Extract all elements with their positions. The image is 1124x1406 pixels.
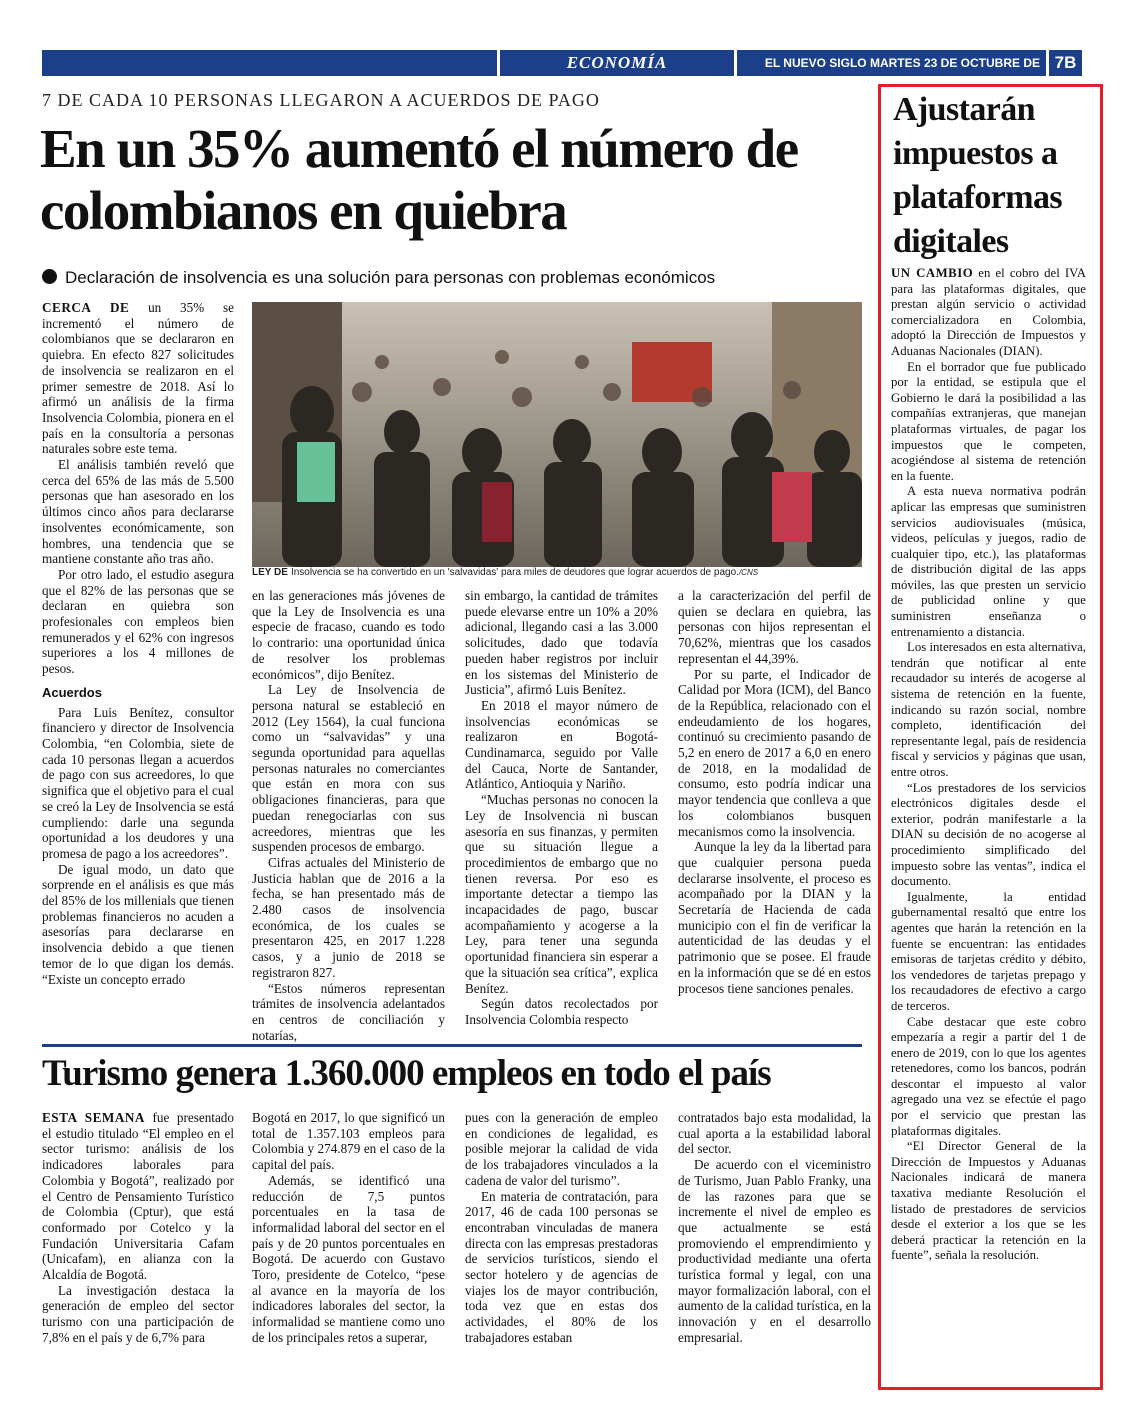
- paragraph: En el borrador que fue publicado por la entidad, se estipula que el Gobierno le dará la posibilidad a las compañías extranjeras, que manejan plataformas virtuales, de pagar los impuestos que le competen, acogiéndose al sistema de retención en la fuente.: [891, 359, 1086, 483]
- paragraph: Según datos recolectados por Insolvencia Colombia respecto: [465, 996, 658, 1027]
- paragraph-text: un 35% se incrementó el número de colombianos que se declararon en quiebra. En efecto 827 solicitudes de insolvencia se realizaron en el primer semestre de 2018. Así lo afirmó un análisis de la firma Insolvencia Colombia, pionera en el país en la consultoría a personas naturales sobre este tema.: [42, 300, 234, 457]
- paragraph: De acuerdo con el viceministro de Turismo, Juan Pablo Franky, una de las razones para que se incremente el nivel de empleo es que actualmente se está promoviendo el emprendimiento y productividad mediante una oferta turística formal y legal, con una mayor formalización laboral, con el aumento de la calidad turística, en la innovación y en el desarrollo empresarial.: [678, 1157, 871, 1345]
- article-column-3: [465, 588, 658, 1028]
- article-kicker: 7 DE CADA 10 PERSONAS LLEGARON A ACUERDOS DE PAGO: [42, 90, 600, 110]
- caption-lead: LEY DE: [252, 567, 288, 578]
- photo-credit: /CNS: [738, 568, 759, 577]
- paragraph: A esta nueva normativa podrán aplicar las empresas que suministren servicios audiovisuales (música, videos, películas y juegos, radio de cualquier tipo, etc.), las plataformas de distribución digital de las apps móviles, las que presten un servicio de publicidad online y que suministren enseñanza o entrenamiento a distancia.: [891, 484, 1086, 639]
- section-header-bar: [42, 50, 1082, 96]
- paragraph-text: en el cobro del IVA para las plataformas digitales, que prestan algún servicio o actividad comercializadora en Colombia, adoptó la Dirección de Impuestos y Aduanas Nacionales (DIAN).: [891, 266, 1086, 358]
- paragraph: Por otro lado, el estudio asegura que el 82% de las personas que se declaran en quiebra son profesionales con empleos bien remunerados y el 62% con ingresos superiores a los 4 millones de pesos.: [42, 566, 234, 677]
- article-column-2: [252, 588, 445, 1043]
- paragraph: Además, se identificó una reducción de 7,5 puntos porcentuales en la tasa de informalidad laboral del sector en el país y de 20 puntos porcentuales en Bogotá. De acuerdo con Gustavo Toro, presidente de Cotelco, “pese al avance en la mayoría de los indicadores laborales del sector, la informalidad se mantiene como uno de los principales retos a superar,: [252, 1172, 445, 1345]
- lead-in: CERCA DE: [42, 300, 130, 315]
- article-headline: En un 35% aumentó el número de colombianos en quiebra: [40, 118, 798, 241]
- lead-in: UN CAMBIO: [891, 266, 974, 280]
- paragraph: El análisis también reveló que cerca del 65% de las más de 5.500 personas que han asesorado en los últimos cinco años para declararse insolventes económicamente, son hombres, una tendencia que se mantiene constante año tras año.: [42, 457, 234, 567]
- page-number: 7B: [1046, 50, 1082, 76]
- paragraph: La Ley de Insolvencia de persona natural se estableció en 2012 (Ley 1564), la cual funciona como un “salvavidas” y una segunda oportunidad para aquellas personas naturales no comerciantes que están en mora con sus obligaciones financieras, para que puedan renegociarlas con sus acreedores, mientras que les suspenden procesos de embargo.: [252, 682, 445, 855]
- section-subhead: Acuerdos: [42, 684, 102, 700]
- paragraph: Por su parte, el Indicador de Calidad por Mora (ICM), del Banco de la República, relacionado con el endeudamiento de los hogares, continuó su crecimiento pasando de 5,2 en enero de 2017 a 6,0 en enero de 2018, en la modalidad de consumo, esto podría indicar una mayor tendencia que conlleva a que los colombianos busquen mecanismos como la insolvencia.: [678, 666, 871, 839]
- tourism-column-2: [252, 1110, 445, 1346]
- paragraph: Los interesados en esta alternativa, tendrán que notificar al ente recaudador su interés de acogerse al sistema de retención en la fuente, indicando su razón social, nombre completo, identificación del representante legal, país de residencia fiscal y servicios y páginas que usan, entre otros.: [891, 640, 1086, 779]
- paragraph: De igual modo, un dato que sorprende en el análisis es que más del 85% de los millenials que tienen problemas financieros no acuden a asesorías para declararse en insolvencia debido a que tienen temor de lo que digan los demás. “Existe un concepto errado: [42, 861, 234, 987]
- paragraph: [891, 266, 1086, 360]
- paragraph: sin embargo, la cantidad de trámites puede elevarse entre un 10% a 20% adicional, llegando casi a las 3.000 solicitudes, dado que todavía pueden haber registros por incluir en los sistemas del Ministerio de Justicia”, afirmó Luis Benítez.: [465, 588, 658, 698]
- photo-caption: [252, 567, 862, 578]
- crowd-photo-illustration: [252, 302, 862, 567]
- tourism-column-1: [42, 1110, 234, 1346]
- paragraph: pues con la generación de empleo en condiciones de legalidad, es posible mejorar la calidad de vida de los trabajadores vinculados a la cadena de valor del turismo”.: [465, 1110, 658, 1188]
- paragraph: “Estos números representan trámites de insolvencia adelantados en centros de conciliación y notarías,: [252, 980, 445, 1043]
- sidebar-headline: Ajustarán impuestos a plataformas digitales: [893, 91, 1063, 260]
- article-column-1: [42, 300, 234, 987]
- caption-text: Insolvencia se ha convertido en un 'salvavidas' para miles de deudores que lograr acuerdos de pago.: [290, 567, 739, 578]
- paragraph: [42, 300, 234, 457]
- divider-rule: [42, 1044, 862, 1047]
- paragraph: contratados bajo esta modalidad, la cual aporta a la estabilidad laboral del sector.: [678, 1110, 871, 1157]
- subhead-text: Declaración de insolvencia es una solución para personas con problemas económicos: [65, 268, 716, 287]
- street-crowd-photo: [252, 302, 862, 567]
- paragraph: Cabe destacar que este cobro empezaría a regir a partir del 1 de enero de 2019, con lo que los agentes retenedores, como los bancos, podrán descontar el impuesto al valor agregado una vez se efectúe el pago por el servicio que prestan las plataformas digitales.: [891, 1014, 1086, 1138]
- paragraph: Para Luis Benítez, consultor financiero y director de Insolvencia Colombia, “en Colombia, siete de cada 10 personas llegan a acuerdos de pago con sus acreedores, lo que significa que el objetivo para el cual se creó la Ley de Insolvencia se está cumpliendo: darle una segunda oportunidad a los deudores y una promesa de pago a los acreedores”.: [42, 704, 234, 861]
- sidebar-body: [891, 266, 1086, 1264]
- paragraph: [42, 1110, 234, 1283]
- paragraph: Cifras actuales del Ministerio de Justicia hablan que de 2016 a la fecha, se han presentado más de 2.480 casos de insolvencia económica, de los cuales se presentaron 425, en 2017 1.228 casos, y a junio de 2018 se registraron 827.: [252, 854, 445, 980]
- section-name: ECONOMÍA: [497, 50, 737, 76]
- paragraph: a la caracterización del perfil de quien se declara en quiebra, las personas con hijos representan el 70,62%, mientras que los casados representan el 44,39%.: [678, 588, 871, 666]
- paragraph-text: fue presentado el estudio titulado “El empleo en el sector turismo: análisis de los indicadores laborales para Colombia y Bogotá”, realizado por el Centro de Pensamiento Turístico de Colombia (Cptur), que está conformado por Cotelco y la Fundación Universitaria Cafam (Unicafam), en alianza con la Alcaldía de Bogotá.: [42, 1110, 234, 1283]
- tourism-column-4: [678, 1110, 871, 1346]
- date-line: EL NUEVO SIGLO MARTES 23 DE OCTUBRE DE 2018: [764, 56, 1040, 96]
- paragraph: La investigación destaca la generación de empleo del sector turismo con una participación de 7,8% en el país y de 6,7% para: [42, 1282, 234, 1345]
- paragraph: Aunque la ley da la libertad para que cualquier persona pueda declararse insolvente, el proceso es acompañado por la DIAN y la Secretaría de Hacienda de cada municipio con el fin de verificar la autenticidad de las deudas y el patrimonio que se posee. El fraude en la información que se dé en estos procesos tiene sanciones penales.: [678, 839, 871, 996]
- article-subhead: [42, 268, 842, 288]
- paragraph: Igualmente, la entidad gubernamental resaltó que entre los agentes que harán la retención en la fuente se encuentran: las entidades emisoras de tarjetas crédito y débito, los vendedores de tarjetas prepago y los recaudadores de efectivo a cargo de terceros.: [891, 889, 1086, 1013]
- paragraph: “Muchas personas no conocen la Ley de Insolvencia ni buscan asesoría en sus finanzas, y permiten que su situación llegue a procedimientos de embargo que no tienen reversa. Por eso es importante detectar a tiempo las incapacidades de pago, buscar acompañamiento y acogerse a la Ley, para tener una segunda oportunidad financiera sin esperar a que la situación sea crítica”, explica Benítez.: [465, 792, 658, 996]
- bullet-icon: [42, 269, 57, 284]
- article-column-4: [678, 588, 871, 996]
- paragraph: en las generaciones más jóvenes de que la Ley de Insolvencia es una especie de fracaso, cuando es todo lo contrario: una oportunidad única de resolver los problemas económicos”, dijo Benítez.: [252, 588, 445, 682]
- paragraph: “El Director General de la Dirección de Impuestos y Aduanas Nacionales indicará de manera taxativa mediante Resolución el listado de prestadores de servicios desde el exterior a los que se les deberá practicar la retención en la fuente”, señala la resolución.: [891, 1139, 1086, 1263]
- tourism-column-3: [465, 1110, 658, 1346]
- lead-in: ESTA SEMANA: [42, 1110, 145, 1125]
- tourism-headline: Turismo genera 1.360.000 empleos en todo el país: [42, 1053, 771, 1094]
- paragraph: Bogotá en 2017, lo que significó un total de 1.357.103 empleos para Colombia y 274.879 en el caso de la capital del país.: [252, 1110, 445, 1173]
- paragraph: En materia de contratación, para 2017, 46 de cada 100 personas se encontraban vinculadas de manera directa con las empresas prestadoras de servicios turísticos, siendo el sector hotelero y de agencias de viajes los de mayor contribución, toda vez que en estas dos actividades, el 80% de los trabajadores estaban: [465, 1188, 658, 1345]
- paragraph: “Los prestadores de los servicios electrónicos digitales desde el exterior, podrán manifestarle a la DIAN su decisión de no acogerse al procedimiento simplificado del impuesto sobre las ventas”, indica el documento.: [891, 780, 1086, 889]
- paragraph: En 2018 el mayor número de insolvencias económicas se realizaron en Bogotá-Cundinamarca, seguido por Valle del Cauca, Norte de Santander, Atlántico, Antioquia y Nariño.: [465, 697, 658, 792]
